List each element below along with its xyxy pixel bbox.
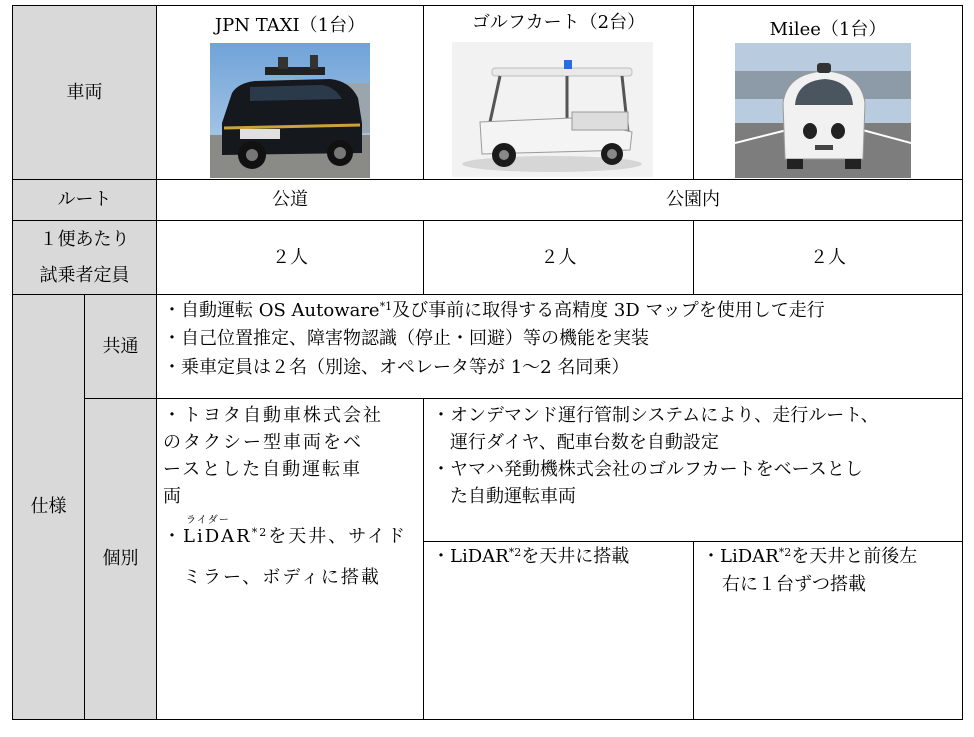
vehicle-row-label: 車両 <box>66 81 103 103</box>
taxi-spec-line-2: のタクシー型車両をベ <box>163 432 363 453</box>
col-line-4a <box>693 5 694 180</box>
border-right <box>962 5 963 720</box>
park-spec-line-1: ・オンデマンド運行管制システムにより、走行ルート、 <box>432 405 879 426</box>
taxi-lidar-rest: を天井、サイド <box>268 526 407 547</box>
footnote-2-marker: *2 <box>251 526 269 539</box>
taxi-lidar-line-2: ミラー、ボディに搭載 <box>183 567 381 588</box>
milee-lidar-rest: を天井と前後左 <box>791 546 918 567</box>
common-item-1-a: ・自動運転 OS Autoware <box>163 300 380 321</box>
milee-footnote-marker: *2 <box>778 546 792 559</box>
capacity-milee-value: ２人 <box>810 246 846 268</box>
capacity-row-label <box>13 221 156 294</box>
row-line-3 <box>12 294 963 295</box>
taxi-photo <box>210 43 370 178</box>
milee-lidar-word: ・LiDAR <box>702 546 779 567</box>
capacity-golf-value: ２人 <box>540 246 577 268</box>
common-item-3: ・乗車定員は２名（別途、オペレータ等が 1～2 名同乗） <box>163 357 630 378</box>
spec-row-label: 仕様 <box>30 496 67 518</box>
col-line-3b <box>423 220 424 295</box>
golf-lidar-word: ・LiDAR <box>432 546 509 567</box>
lidar-ruby: ライダー <box>186 515 230 526</box>
golf-lidar-rest: を天井に搭載 <box>521 546 630 567</box>
col-line-2 <box>84 294 85 720</box>
common-item-1 <box>163 297 825 324</box>
row-line-4 <box>84 398 963 399</box>
common-item-1-b: 及び事前に取得する高精度 3D マップを使用して走行 <box>392 300 825 321</box>
taxi-spec-line-4: 両 <box>163 486 183 507</box>
col-line-4c <box>693 541 694 720</box>
footnote-1-marker: *1 <box>379 300 393 313</box>
capacity-taxi-value: ２人 <box>272 246 308 268</box>
col-line-3a <box>423 5 424 180</box>
col-line-1 <box>156 5 157 720</box>
golf-lidar-line <box>432 543 629 570</box>
milee-photo <box>735 43 911 178</box>
border-top <box>12 5 963 6</box>
col-line-3c <box>423 398 424 720</box>
taxi-lidar-line-1 <box>163 523 407 550</box>
milee-lidar-line-2: 右に１台ずつ搭載 <box>722 574 866 595</box>
common-label: 共通 <box>102 335 139 357</box>
row-line-1 <box>12 179 963 180</box>
golf-footnote-marker: *2 <box>508 546 522 559</box>
taxi-spec-line-1: ・トヨタ自動車株式会社 <box>163 405 383 426</box>
capacity-label-line2: 試乗者定員 <box>39 264 130 286</box>
col-line-4b <box>693 220 694 295</box>
golf-cart-photo <box>452 42 653 177</box>
border-left <box>12 5 13 720</box>
milee-lidar-line-1 <box>702 543 917 570</box>
capacity-label-line1: １便あたり <box>39 228 130 250</box>
taxi-name: JPN TAXI（1台） <box>214 15 366 37</box>
golf-cart-name: ゴルフカート（2台） <box>471 12 646 34</box>
individual-label: 個別 <box>102 548 139 570</box>
milee-name: Milee（1台） <box>769 19 887 41</box>
common-item-2: ・自己位置推定、障害物認識（停止・回避）等の機能を実装 <box>163 328 649 349</box>
route-taxi-value: 公道 <box>272 189 308 211</box>
route-row-label: ルート <box>57 189 112 211</box>
row-line-2 <box>12 220 963 221</box>
park-spec-line-4: た自動運転車両 <box>432 486 576 507</box>
taxi-spec-line-3: ースとした自動運転車 <box>163 459 363 480</box>
taxi-lidar-word: ・LiDAR <box>163 526 252 547</box>
route-park-value: 公園内 <box>666 189 720 211</box>
park-spec-line-2: 運行ダイヤ、配車台数を自動設定 <box>432 432 719 453</box>
border-bottom <box>12 719 963 720</box>
park-spec-line-3: ・ヤマハ発動機株式会社のゴルフカートをベースとし <box>432 459 863 480</box>
